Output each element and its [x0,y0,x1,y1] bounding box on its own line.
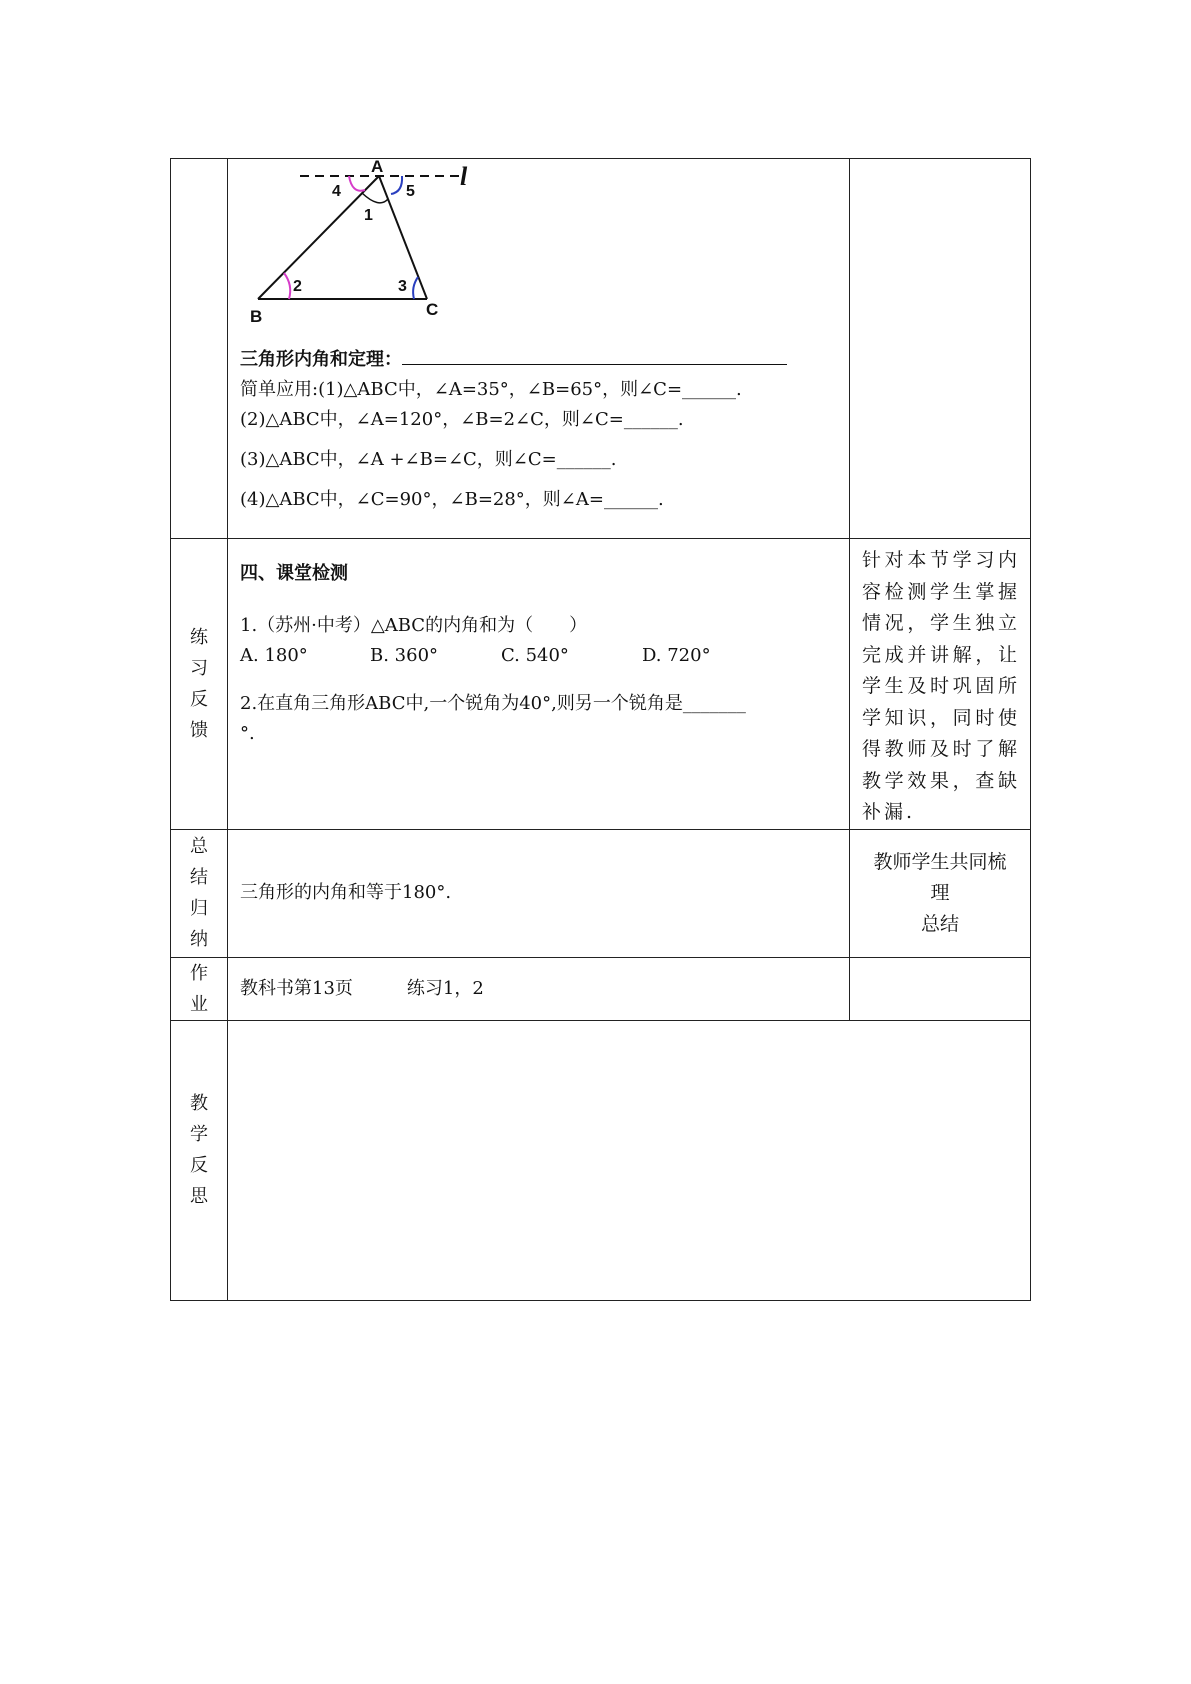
row-theorem-content-cell [228,159,850,539]
angle-5-label: 5 [406,183,415,200]
triangle-figure [228,159,528,334]
row-theorem-note-cell [850,159,1031,539]
row-practice-content-cell [228,539,850,830]
practice-q2-line2: °. [240,723,255,744]
practice-q1-options [240,641,839,671]
angle-arc-2 [284,273,290,299]
practice-heading: 四、课堂检测 [240,563,348,584]
row-homework-label-cell [171,957,228,1020]
row-summary-content-cell [228,829,850,957]
lesson-plan-table [170,158,1031,1301]
angle-arc-3 [413,277,418,299]
row-reflection [171,1020,1031,1300]
angle-2-label: 2 [293,278,302,295]
summary-label: 总 结 归 纳 [190,836,208,950]
row-theorem-label-cell [171,159,228,539]
option-d: D. 720° [642,645,711,666]
row-homework-note-cell [850,957,1031,1020]
option-a: A. 180° [240,645,308,666]
application-q1: 简单应用:(1)△ABC中，∠A=35°，∠B=65°，则∠C=______. [240,379,742,400]
practice-q1: 1.（苏州·中考）△ABC的内角和为（ ） [240,615,588,636]
application-q4: (4)△ABC中，∠C=90°，∠B=28°，则∠A=______. [240,489,664,510]
application-q3: (3)△ABC中，∠A +∠B=∠C，则∠C=______. [240,449,617,470]
homework-content: 教科书第13页 练习1，2 [240,977,484,999]
line-l-label: l [460,162,468,191]
option-b: B. 360° [370,645,439,666]
row-summary-note-cell [850,829,1031,957]
practice-label: 练 习 反 馈 [190,626,208,741]
angle-4-label: 4 [332,183,341,200]
summary-content: 三角形的内角和等于180°. [240,882,452,903]
angle-arc-5 [391,176,402,194]
row-practice [171,539,1031,830]
row-practice-note-cell [850,539,1031,830]
row-homework-content-cell [228,957,850,1020]
row-theorem [171,159,1031,539]
angle-3-label: 3 [398,278,407,295]
row-reflection-content-cell [228,1020,1031,1300]
side-AB [258,176,379,299]
theorem-label: 三角形内角和定理： [240,349,402,370]
row-homework [171,957,1031,1020]
angle-arc-4 [349,176,365,191]
reflection-label: 教 学 反 思 [190,1093,208,1207]
vertex-C-label: C [426,300,439,319]
row-summary [171,829,1031,957]
vertex-A-label: A [371,159,384,176]
row-summary-label-cell [171,829,228,957]
angle-arc-1 [362,193,388,203]
summary-note: 教师学生共同梳 理 总结 [873,850,1007,935]
theorem-blank [402,344,787,365]
vertex-B-label: B [250,307,263,326]
row-practice-label-cell [171,539,228,830]
application-q2: (2)△ABC中，∠A=120°，∠B=2∠C，则∠C=______. [240,409,684,430]
homework-label: 作 业 [190,962,208,1015]
practice-q2-line1: 2.在直角三角形ABC中,一个锐角为40°,则另一个锐角是_______ [240,693,746,714]
option-c: C. 540° [501,645,569,666]
row-reflection-label-cell [171,1020,228,1300]
theorem-line [240,344,839,375]
practice-note: 针对本节学习内容检测学生掌握情况，学生独立完成并讲解，让学生及时巩固所学知识，同时使得教师及时了解教学效果，查缺补漏. [862,549,1020,823]
angle-1-label: 1 [364,207,373,224]
